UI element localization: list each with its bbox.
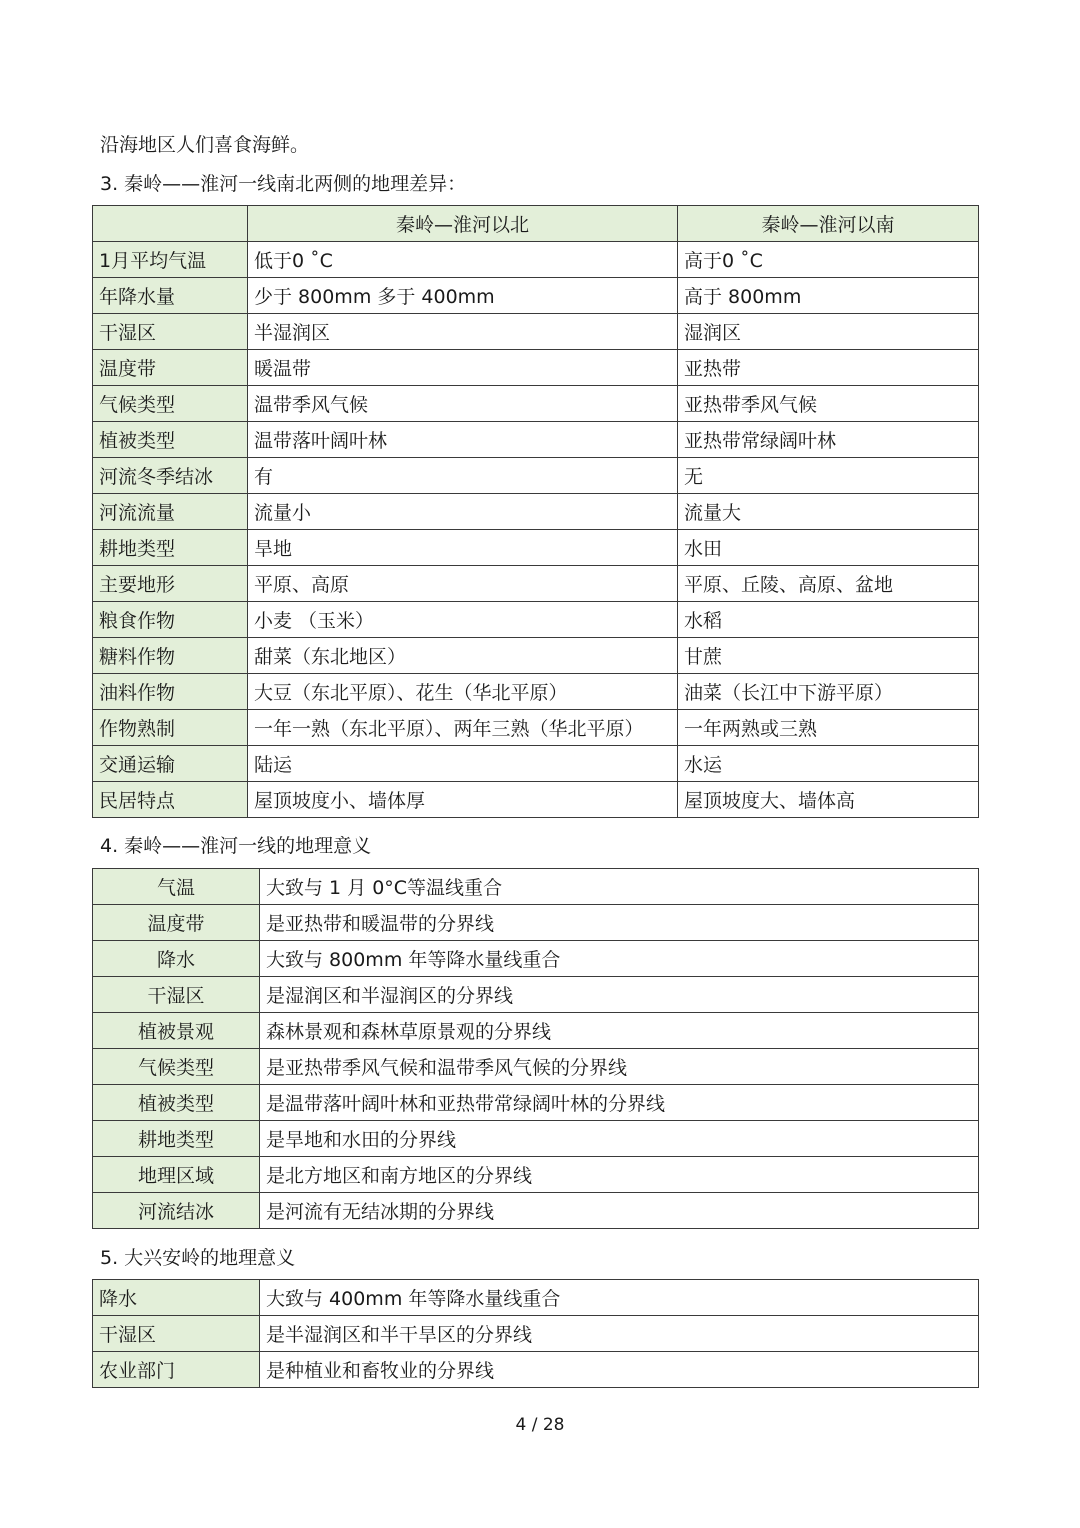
south-value: 高于 800mm <box>678 278 979 314</box>
row-value: 大致与 1 月 0°C等温线重合 <box>260 869 979 905</box>
row-value: 大致与 800mm 年等降水量线重合 <box>260 941 979 977</box>
south-value: 水运 <box>678 746 979 782</box>
qinling-significance-table <box>92 868 979 1229</box>
table-row <box>93 1316 979 1352</box>
table-row <box>93 1157 979 1193</box>
south-value: 亚热带 <box>678 350 979 386</box>
north-value: 一年一熟（东北平原）、两年三熟（华北平原） <box>248 710 678 746</box>
south-value: 高于0 ˚C <box>678 242 979 278</box>
table-row <box>93 1352 979 1388</box>
south-value: 水稻 <box>678 602 979 638</box>
table-row <box>93 782 979 818</box>
table-row <box>93 494 979 530</box>
section3-heading: 3. 秦岭——淮河一线南北两侧的地理差异： <box>100 173 467 195</box>
header-south: 秦岭—淮河以南 <box>678 206 979 242</box>
row-value: 是种植业和畜牧业的分界线 <box>260 1352 979 1388</box>
row-label: 干湿区 <box>93 314 248 350</box>
row-label: 植被景观 <box>93 1013 260 1049</box>
row-label: 油料作物 <box>93 674 248 710</box>
row-label: 河流流量 <box>93 494 248 530</box>
row-label: 民居特点 <box>93 782 248 818</box>
table-row <box>93 1280 979 1316</box>
row-value: 森林景观和森林草原景观的分界线 <box>260 1013 979 1049</box>
row-label: 耕地类型 <box>93 530 248 566</box>
table-row <box>93 1121 979 1157</box>
row-label: 降水 <box>93 941 260 977</box>
row-value: 是亚热带和暖温带的分界线 <box>260 905 979 941</box>
section4-heading: 4. 秦岭——淮河一线的地理意义 <box>100 835 372 857</box>
table-row <box>93 905 979 941</box>
south-value: 一年两熟或三熟 <box>678 710 979 746</box>
table-row <box>93 314 979 350</box>
row-label: 降水 <box>93 1280 260 1316</box>
row-label: 温度带 <box>93 350 248 386</box>
table-row <box>93 869 979 905</box>
row-label: 农业部门 <box>93 1352 260 1388</box>
row-label: 干湿区 <box>93 1316 260 1352</box>
page-number: 4 / 28 <box>515 1415 565 1435</box>
north-value: 小麦 （玉米） <box>248 602 678 638</box>
south-value: 水田 <box>678 530 979 566</box>
row-value: 是河流有无结冰期的分界线 <box>260 1193 979 1229</box>
south-value: 湿润区 <box>678 314 979 350</box>
south-value: 无 <box>678 458 979 494</box>
north-south-difference-table <box>92 205 979 818</box>
south-value: 屋顶坡度大、墙体高 <box>678 782 979 818</box>
daxinganling-significance-table <box>92 1279 979 1388</box>
north-value: 少于 800mm 多于 400mm <box>248 278 678 314</box>
row-value: 是北方地区和南方地区的分界线 <box>260 1157 979 1193</box>
row-value: 是湿润区和半湿润区的分界线 <box>260 977 979 1013</box>
table-row <box>93 710 979 746</box>
table-row <box>93 242 979 278</box>
row-label: 主要地形 <box>93 566 248 602</box>
row-label: 气候类型 <box>93 386 248 422</box>
table-row <box>93 1013 979 1049</box>
south-value: 平原、丘陵、高原、盆地 <box>678 566 979 602</box>
north-value: 平原、高原 <box>248 566 678 602</box>
table-row <box>93 674 979 710</box>
south-value: 流量大 <box>678 494 979 530</box>
row-label: 地理区域 <box>93 1157 260 1193</box>
south-value: 亚热带季风气候 <box>678 386 979 422</box>
intro-line: 沿海地区人们喜食海鲜。 <box>100 134 310 156</box>
row-value: 是亚热带季风气候和温带季风气候的分界线 <box>260 1049 979 1085</box>
row-label: 植被类型 <box>93 422 248 458</box>
north-value: 有 <box>248 458 678 494</box>
table-row <box>93 602 979 638</box>
table-row <box>93 941 979 977</box>
table-row <box>93 1085 979 1121</box>
north-value: 温带季风气候 <box>248 386 678 422</box>
row-label: 气候类型 <box>93 1049 260 1085</box>
row-label: 耕地类型 <box>93 1121 260 1157</box>
table-row <box>93 1193 979 1229</box>
table-row <box>93 422 979 458</box>
table-row <box>93 350 979 386</box>
row-label: 河流结冰 <box>93 1193 260 1229</box>
north-value: 屋顶坡度小、墙体厚 <box>248 782 678 818</box>
table-row <box>93 638 979 674</box>
row-label: 作物熟制 <box>93 710 248 746</box>
header-north: 秦岭—淮河以北 <box>248 206 678 242</box>
row-label: 河流冬季结冰 <box>93 458 248 494</box>
row-label: 温度带 <box>93 905 260 941</box>
north-value: 低于0 ˚C <box>248 242 678 278</box>
table-header-row <box>93 206 979 242</box>
row-value: 是温带落叶阔叶林和亚热带常绿阔叶林的分界线 <box>260 1085 979 1121</box>
north-value: 流量小 <box>248 494 678 530</box>
north-value: 温带落叶阔叶林 <box>248 422 678 458</box>
header-corner-cell <box>93 206 248 242</box>
row-label: 粮食作物 <box>93 602 248 638</box>
row-value: 是旱地和水田的分界线 <box>260 1121 979 1157</box>
row-value: 是半湿润区和半干旱区的分界线 <box>260 1316 979 1352</box>
north-value: 旱地 <box>248 530 678 566</box>
table-row <box>93 566 979 602</box>
north-value: 半湿润区 <box>248 314 678 350</box>
table-row <box>93 746 979 782</box>
row-label: 1月平均气温 <box>93 242 248 278</box>
row-label: 糖料作物 <box>93 638 248 674</box>
row-value: 大致与 400mm 年等降水量线重合 <box>260 1280 979 1316</box>
table-row <box>93 977 979 1013</box>
north-value: 暖温带 <box>248 350 678 386</box>
north-value: 大豆（东北平原）、花生（华北平原） <box>248 674 678 710</box>
row-label: 年降水量 <box>93 278 248 314</box>
north-value: 陆运 <box>248 746 678 782</box>
table-row <box>93 530 979 566</box>
table-row <box>93 386 979 422</box>
row-label: 干湿区 <box>93 977 260 1013</box>
row-label: 植被类型 <box>93 1085 260 1121</box>
row-label: 交通运输 <box>93 746 248 782</box>
table-row <box>93 278 979 314</box>
row-label: 气温 <box>93 869 260 905</box>
south-value: 甘蔗 <box>678 638 979 674</box>
section5-heading: 5. 大兴安岭的地理意义 <box>100 1247 296 1269</box>
table-row <box>93 1049 979 1085</box>
table-row <box>93 458 979 494</box>
south-value: 油菜（长江中下游平原） <box>678 674 979 710</box>
south-value: 亚热带常绿阔叶林 <box>678 422 979 458</box>
north-value: 甜菜（东北地区） <box>248 638 678 674</box>
